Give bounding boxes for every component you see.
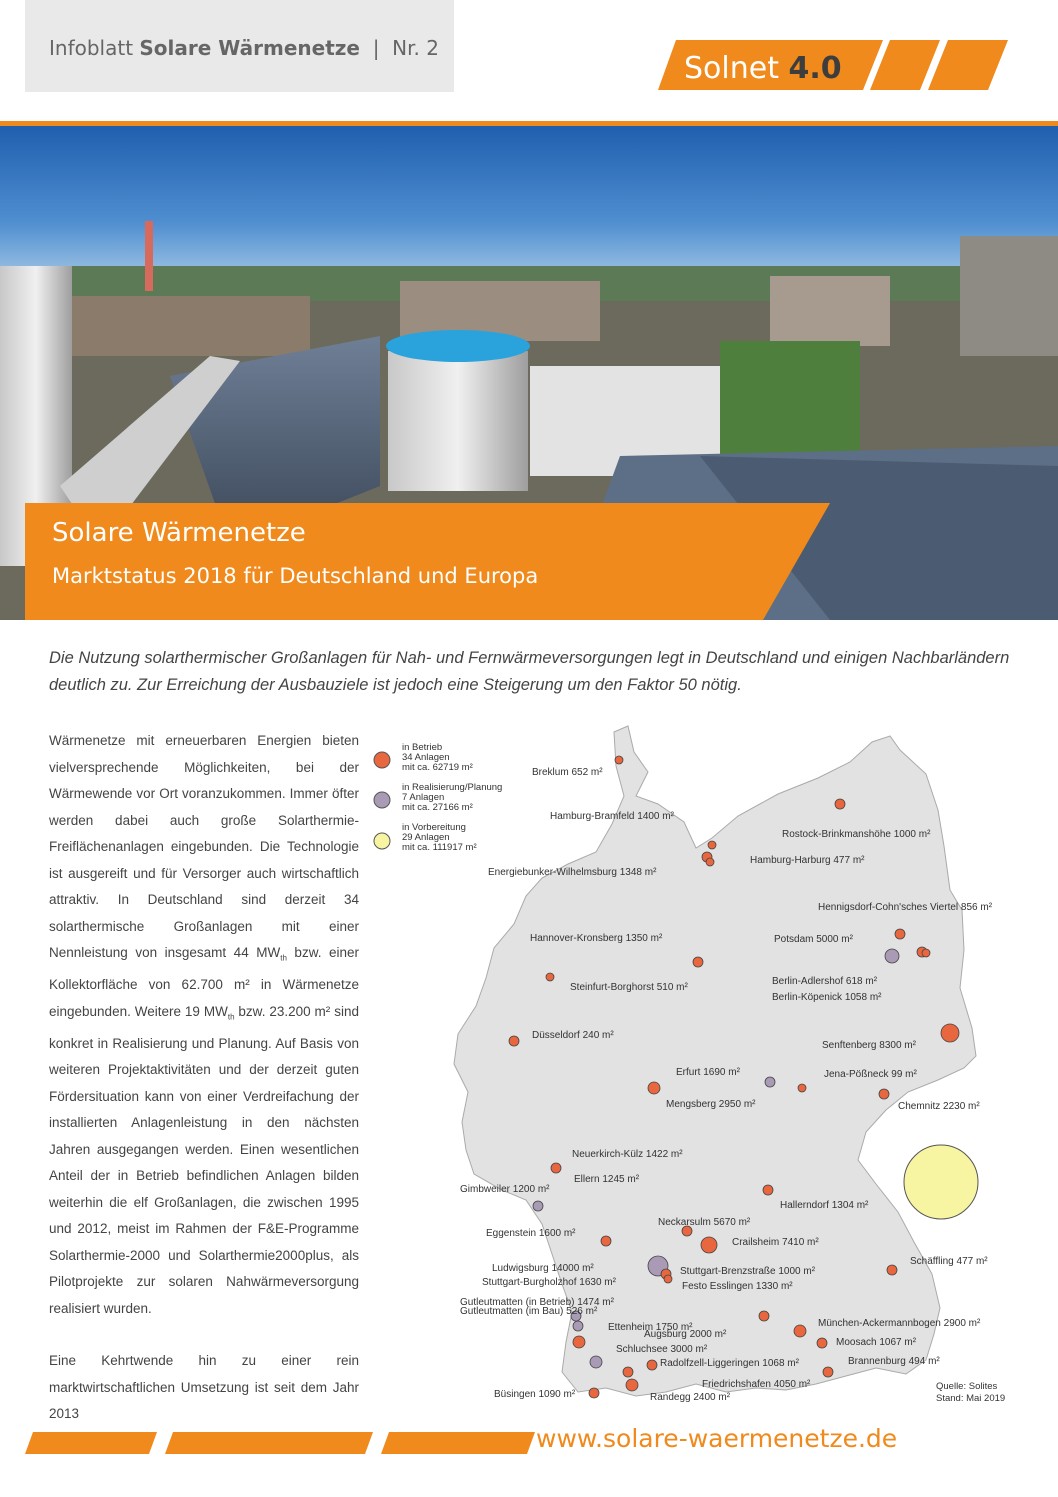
marker-buesingen: [589, 1388, 599, 1398]
marker-kronsberg: [693, 957, 703, 967]
marker-mengsberg: [648, 1082, 660, 1094]
legend-operating-count: 34 Anlagen: [402, 752, 450, 763]
infoblatt-number: Nr. 2: [392, 36, 439, 60]
label-burgholzhof: Stuttgart-Burgholzhof 1630 m²: [482, 1277, 616, 1288]
label-koepenick: Berlin-Köpenick 1058 m²: [772, 992, 882, 1003]
label-bramfeld: Hamburg-Bramfeld 1400 m²: [550, 811, 674, 822]
label-erfurt: Erfurt 1690 m²: [676, 1067, 740, 1078]
marker-moosach: [817, 1338, 827, 1348]
solnet-logo: [658, 40, 1008, 90]
svg-text:Solnet 4.0: [684, 51, 842, 86]
legend-planning-area: mit ca. 27166 m²: [402, 802, 473, 813]
marker-crailsheim: [701, 1237, 717, 1253]
infoblatt-topic: Solare Wärmenetze: [139, 36, 360, 60]
label-eggenstein: Eggenstein 1600 m²: [486, 1228, 576, 1239]
footer-stripes: [25, 1432, 535, 1454]
marker-bramfeld: [708, 841, 716, 849]
label-ludwigsburg: Ludwigsburg 14000 m²: [492, 1263, 594, 1274]
marker-gutleut-bau: [573, 1336, 585, 1348]
label-randegg: Randegg 2400 m²: [650, 1392, 731, 1403]
label-schaeffling: Schäffling 477 m²: [910, 1256, 988, 1267]
marker-ackermann: [794, 1325, 806, 1337]
label-rostock: Rostock-Brinkmanshöhe 1000 m²: [782, 829, 931, 840]
preparation-bubble: [904, 1145, 978, 1219]
label-jena: Jena-Pößneck 99 m²: [824, 1069, 917, 1080]
footer-url[interactable]: www.solare-waermenetze.de: [536, 1424, 898, 1453]
separator: |: [366, 36, 386, 60]
legend-preparation-area: mit ca. 111917 m²: [402, 842, 477, 853]
label-buesingen: Büsingen 1090 m²: [494, 1389, 576, 1400]
label-harburg: Hamburg-Harburg 477 m²: [750, 855, 865, 866]
marker-augsburg: [759, 1311, 769, 1321]
legend-preparation-count: 29 Anlagen: [402, 832, 450, 843]
legend-planning-label: in Realisierung/Planung: [402, 782, 503, 793]
label-moosach: Moosach 1067 m²: [836, 1337, 917, 1348]
germany-outline: [454, 726, 976, 1396]
label-esslingen: Festo Esslingen 1330 m²: [682, 1281, 793, 1292]
label-kronsberg: Hannover-Kronsberg 1350 m²: [530, 933, 663, 944]
label-gutleut-bau: Gutleutmatten (im Bau) 526 m²: [460, 1306, 598, 1317]
label-crailsheim: Crailsheim 7410 m²: [732, 1237, 819, 1248]
marker-schaeffling: [887, 1265, 897, 1275]
infoblatt-title: [49, 36, 439, 60]
label-brenzstrasse: Stuttgart-Brenzstraße 1000 m²: [680, 1266, 816, 1277]
banner-title: Solare Wärmenetze: [52, 518, 306, 548]
marker-duesseldorf: [509, 1036, 519, 1046]
marker-eggenstein: [601, 1236, 611, 1246]
marker-friedrichshafen: [623, 1367, 633, 1377]
banner-subtitle: Marktstatus 2018 für Deutschland und Europa: [52, 564, 539, 588]
label-steinfurt: Steinfurt-Borghorst 510 m²: [570, 982, 688, 993]
map-source: Quelle: Solites: [936, 1381, 998, 1392]
label-duesseldorf: Düsseldorf 240 m²: [532, 1030, 614, 1041]
label-augsburg: Augsburg 2000 m²: [644, 1329, 727, 1340]
marker-chemnitz: [879, 1089, 889, 1099]
marker-brannenburg: [823, 1367, 833, 1377]
marker-hallerndorf: [763, 1185, 773, 1195]
label-mengsberg: Mengsberg 2950 m²: [666, 1099, 756, 1110]
legend-operating-area: mit ca. 62719 m²: [402, 762, 473, 773]
legend-preparation-label: in Vorbereitung: [402, 822, 466, 833]
marker-steinfurt: [546, 973, 554, 981]
lead-paragraph: Die Nutzung solarthermischer Großanlagen für Nah- und Fernwärmeversorgungen legt in Deutschland und einigen Nachbarländern deutlich zu. Zur Erreichung der Ausbauziele ist jedoch eine Steigerung um den Faktor 50 nötig.: [49, 649, 1010, 694]
label-ettenheim: Ettenheim 1750 m²: [608, 1322, 693, 1333]
marker-koepenick: [922, 949, 930, 957]
label-chemnitz: Chemnitz 2230 m²: [898, 1101, 980, 1112]
marker-jena: [798, 1084, 806, 1092]
map-date: Stand: Mai 2019: [936, 1393, 1006, 1404]
legend-marker-preparation: [374, 833, 390, 849]
legend-marker-planning: [374, 792, 390, 808]
label-breklum: Breklum 652 m²: [532, 767, 603, 778]
label-adlershof: Berlin-Adlershof 618 m²: [772, 976, 878, 987]
marker-ettenheim: [573, 1321, 583, 1331]
marker-harburg: [706, 858, 714, 866]
label-gutleut-betrieb: Gutleutmatten (in Betrieb) 1474 m²: [460, 1297, 614, 1308]
marker-schluchsee: [590, 1356, 602, 1368]
label-ackermann: München-Ackermannbogen 2900 m²: [818, 1318, 981, 1329]
legend-marker-operating: [374, 752, 390, 768]
marker-gimbweiler: [533, 1201, 543, 1211]
logo-version: 4.0: [788, 51, 842, 86]
label-schluchsee: Schluchsee 3000 m²: [616, 1344, 708, 1355]
marker-breklum: [615, 756, 623, 764]
label-neckarsulm: Neckarsulm 5670 m²: [658, 1217, 751, 1228]
label-senftenberg: Senftenberg 8300 m²: [822, 1040, 916, 1051]
infoblatt-prefix: Infoblatt: [49, 36, 134, 60]
label-gimbweiler: Gimbweiler 1200 m²: [460, 1184, 550, 1195]
legend-operating-label: in Betrieb: [402, 742, 443, 753]
logo-text: Solnet: [684, 51, 779, 86]
marker-rostock: [835, 799, 845, 809]
marker-radolfzell: [647, 1360, 657, 1370]
body-text: [49, 728, 359, 1428]
body-paragraph-1: Wärmenetze mit erneuerbaren Energien bieten vielversprechende Möglichkeiten, bei der Wärmewende vor Ort voranzukommen. Immer öfter werden dabei auch große Solarthermie-Freiflächenanlagen eingebunden. Die Technologie ist ausgereift und für Versorger auch wirtschaftlich attraktiv. In Deutschland sind derzeit 34 solarthermische Großanlagen mit einer Nennleistung von insgesamt 44 $MW_{th}$ bzw. einer Kollektorfläche von 62.700 m² in Wärmenetze eingebunden. Weitere 19 $MW_{th}$ bzw. 23.200 m² sind konkret in Realisierung und Planung. Auf Basis von weiteren Projektaktivitäten und der derzeit guten Fördersituation kann von einer Verdreifachung der installierten Anlagenleistung in den nächsten Jahren ausgegangen werden. Einen wesentlichen Anteil der in Betrieb befindlichen Anlagen bilden weiterhin die elf Großanlagen, die zwischen 1995 und 2012, meist im Rahmen der F&E-Programme Solarthermie-2000 und Solarthermie2000plus, als Pilotprojekte zur solaren Nahwärmeversorgung realisiert wurden.: [49, 733, 359, 1316]
marker-neuerkirch: [551, 1163, 561, 1173]
marker-potsdam: [885, 949, 899, 963]
marker-senftenberg: [941, 1024, 959, 1042]
legend: [374, 742, 502, 853]
label-potsdam: Potsdam 5000 m²: [774, 934, 853, 945]
body-paragraph-2: Eine Kehrtwende hin zu einer rein marktwirtschaftlichen Umsetzung ist seit dem Jahr 2013: [49, 1353, 359, 1422]
label-hallerndorf: Hallerndorf 1304 m²: [780, 1200, 869, 1211]
label-wilhelmsburg: Energiebunker-Wilhelmsburg 1348 m²: [488, 867, 657, 878]
label-friedrichshafen: Friedrichshafen 4050 m²: [702, 1379, 811, 1390]
label-hennigsdorf: Hennigsdorf-Cohn'sches Viertel 856 m²: [818, 902, 993, 913]
legend-planning-count: 7 Anlagen: [402, 792, 445, 803]
germany-map: [366, 712, 1026, 1417]
marker-hennigsdorf: [895, 929, 905, 939]
marker-randegg: [626, 1379, 638, 1391]
label-radolfzell: Radolfzell-Liggeringen 1068 m²: [660, 1358, 799, 1369]
marker-erfurt: [765, 1077, 775, 1087]
label-brannenburg: Brannenburg 494 m²: [848, 1356, 940, 1367]
label-ellern: Ellern 1245 m²: [574, 1174, 640, 1185]
label-neuerkirch: Neuerkirch-Külz 1422 m²: [572, 1149, 683, 1160]
marker-esslingen: [664, 1275, 672, 1283]
